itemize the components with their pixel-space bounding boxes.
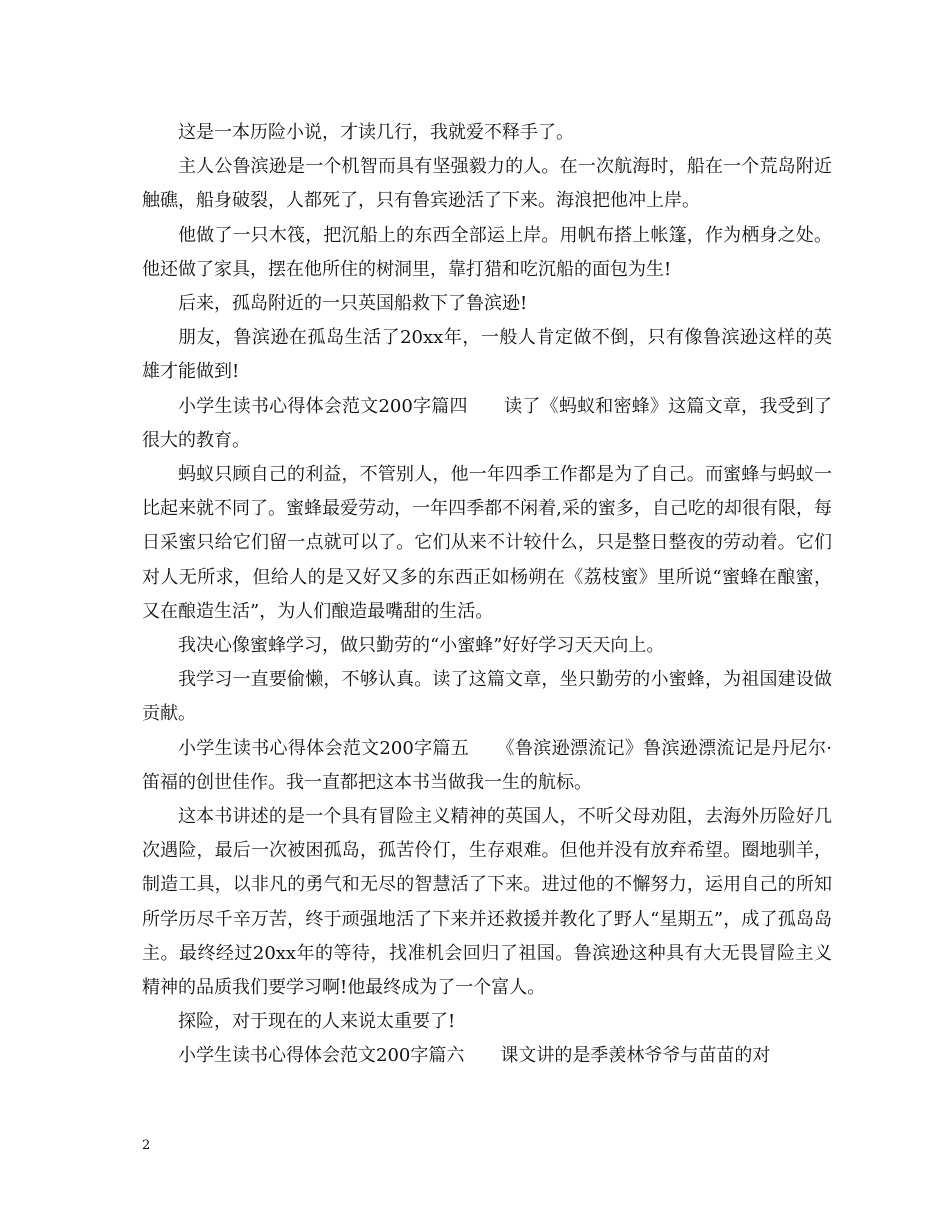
paragraph-10: 小学生读书心得体会范文200字篇五 《鲁滨逊漂流记》鲁滨逊漂流记是丹尼尔·笛福的创世佳作。我一直都把这本书当做我一生的航标。 [142,737,832,793]
paragraph-3: 他做了一只木筏，把沉船上的东西全部运上岸。用帆布搭上帐篷，作为栖身之处。他还做了家具，摆在他所住的树洞里，靠打猎和吃沉船的面包为生! [142,224,832,280]
paragraph-8: 我决心像蜜蜂学习，做只勤劳的“小蜜蜂”好好学习天天向上。 [178,635,665,657]
paragraph-9: 我学习一直要偷懒，不够认真。读了这篇文章，坐只勤劳的小蜜蜂，为祖国建设做贡献。 [142,669,832,725]
page-number: 2 [142,1138,151,1153]
paragraph-11: 这本书讲述的是一个具有冒险主义精神的英国人，不听父母劝阻，去海外历险好几次遇险，最后一次被困孤岛，孤苦伶仃，生存艰难。但他并没有放弃希望。圈地驯羊，制造工具，以非凡的勇气和无尽的智慧活了下来。进过他的不懈努力，运用自己的所知所学历尽千辛万苦，终于顽强地活了下来并还救援并教化了野人“星期五”，成了孤岛岛主。最终经过20xx年的等待，找准机会回归了祖国。鲁滨逊这种具有大无畏冒险主义精神的品质我们要学习啊!他最终成为了一个富人。 [142,806,832,999]
paragraph-6: 小学生读书心得体会范文200字篇四 读了《蚂蚁和密蜂》这篇文章，我受到了很大的教育。 [142,395,832,451]
body-text [142,116,832,1074]
paragraph-12: 探险，对于现在的人来说太重要了! [178,1011,456,1033]
paragraph-13: 小学生读书心得体会范文200字篇六 课文讲的是季羡林爷爷与苗苗的对 [178,1045,771,1067]
paragraph-2: 主人公鲁滨逊是一个机智而具有坚强毅力的人。在一次航海时，船在一个荒岛附近触礁，船身破裂，人都死了，只有鲁宾逊活了下来。海浪把他冲上岸。 [142,156,832,212]
paragraph-4: 后来，孤岛附近的一只英国船救下了鲁滨逊! [178,293,528,315]
paragraph-5: 朋友，鲁滨逊在孤岛生活了20xx年，一般人肯定做不倒，只有像鲁滨逊这样的英雄才能做到! [142,327,832,383]
paragraph-1: 这是一本历险小说，才读几行，我就爱不释手了。 [178,122,574,143]
paragraph-7: 蚂蚁只顾自己的利益，不管别人，他一年四季工作都是为了自己。而蜜蜂与蚂蚁一比起来就不同了。蜜蜂最爱劳动，一年四季都不闲着,采的蜜多，自己吃的却很有限，每日采蜜只给它们留一点就可以了。它们从来不计较什么，只是整日整夜的劳动着。它们对人无所求，但给人的是又好又多的东西正如杨朔在《荔枝蜜》里所说“蜜蜂在酿蜜，又在酿造生活”，为人们酿造最嘴甜的生活。 [142,464,832,622]
